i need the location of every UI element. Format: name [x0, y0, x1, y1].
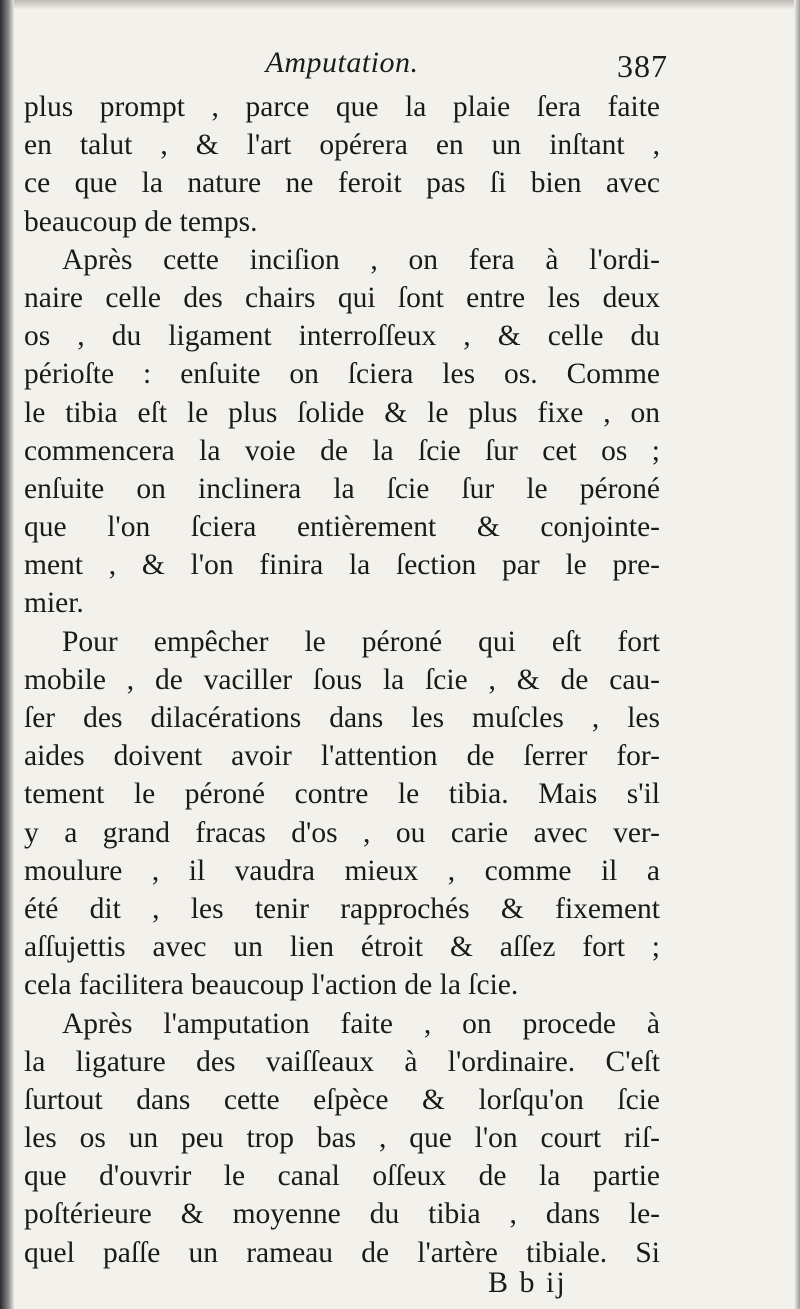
text-line: en talut , & l'art opérera en un inſtant , — [24, 129, 660, 162]
text-line: les os un peu trop bas , que l'on court riſ- — [24, 1122, 660, 1155]
text-line: cela facilitera beaucoup l'action de la ſcie. — [24, 969, 519, 1002]
signature-mark: B b ij — [488, 1266, 567, 1299]
text-line: la ligature des vaiſſeaux à l'ordinaire. C'eſt — [24, 1045, 660, 1078]
text-line: y a grand fracas d'os , ou carie avec ver- — [24, 816, 660, 849]
text-line: ſurtout dans cette eſpèce & lorſqu'on ſcie — [24, 1083, 660, 1116]
text-line: poſtérieure & moyenne du tibia , dans le- — [24, 1198, 660, 1231]
text-line: que l'on ſciera entièrement & conjointe- — [24, 511, 660, 544]
text-line: mobile , de vaciller ſous la ſcie , & de cau- — [24, 663, 660, 696]
text-line: os , du ligament interroſſeux , & celle du — [24, 320, 660, 353]
text-line: mier. — [24, 587, 84, 620]
page-top-edge-shadow — [0, 0, 800, 10]
running-head-title: Amputation. — [265, 46, 419, 79]
text-line: ſer des dilacérations dans les muſcles , les — [24, 702, 660, 734]
text-line: plus prompt , parce que la plaie ſera faite — [24, 91, 660, 123]
text-line: que d'ouvrir le canal oſſeux de la partie — [24, 1160, 660, 1193]
text-line: enſuite on inclinera la ſcie ſur le péroné — [24, 472, 660, 505]
running-head — [24, 42, 668, 92]
body-text — [24, 88, 660, 1272]
text-line: moulure , il vaudra mieux , comme il a — [24, 854, 660, 887]
text-line: Après l'amputation faite , on procede à — [62, 1007, 660, 1040]
text-line: le tibia eſt le plus ſolide & le plus fixe , on — [24, 396, 660, 429]
text-line: naire celle des chairs qui ſont entre les deux — [24, 281, 660, 314]
text-line: Après cette inciſion , on fera à l'ordi- — [62, 243, 660, 276]
text-line: tement le péroné contre le tibia. Mais s'il — [24, 778, 660, 811]
text-line: périoſte : enſuite on ſciera les os. Comme — [24, 358, 660, 391]
text-line: ment , & l'on finira la ſection par le pre- — [24, 549, 660, 582]
text-line: aſſujettis avec un lien étroit & aſſez fort ; — [24, 931, 660, 964]
text-line: beaucoup de temps. — [24, 205, 258, 238]
page-number: 387 — [617, 48, 668, 84]
text-line: ce que la nature ne feroit pas ſi bien avec — [24, 167, 660, 200]
text-line: Pour empêcher le péroné qui eſt fort — [62, 625, 660, 658]
text-line: commencera la voie de la ſcie ſur cet os ; — [24, 434, 660, 467]
page-right-edge-shadow — [794, 0, 800, 1309]
text-line: quel paſſe un rameau de l'artère tibiale. Si — [24, 1236, 660, 1269]
text-line: aides doivent avoir l'attention de ſerrer for- — [24, 740, 660, 773]
text-line: été dit , les tenir rapprochés & fixement — [24, 892, 660, 925]
page-gutter-shadow — [0, 0, 14, 1309]
